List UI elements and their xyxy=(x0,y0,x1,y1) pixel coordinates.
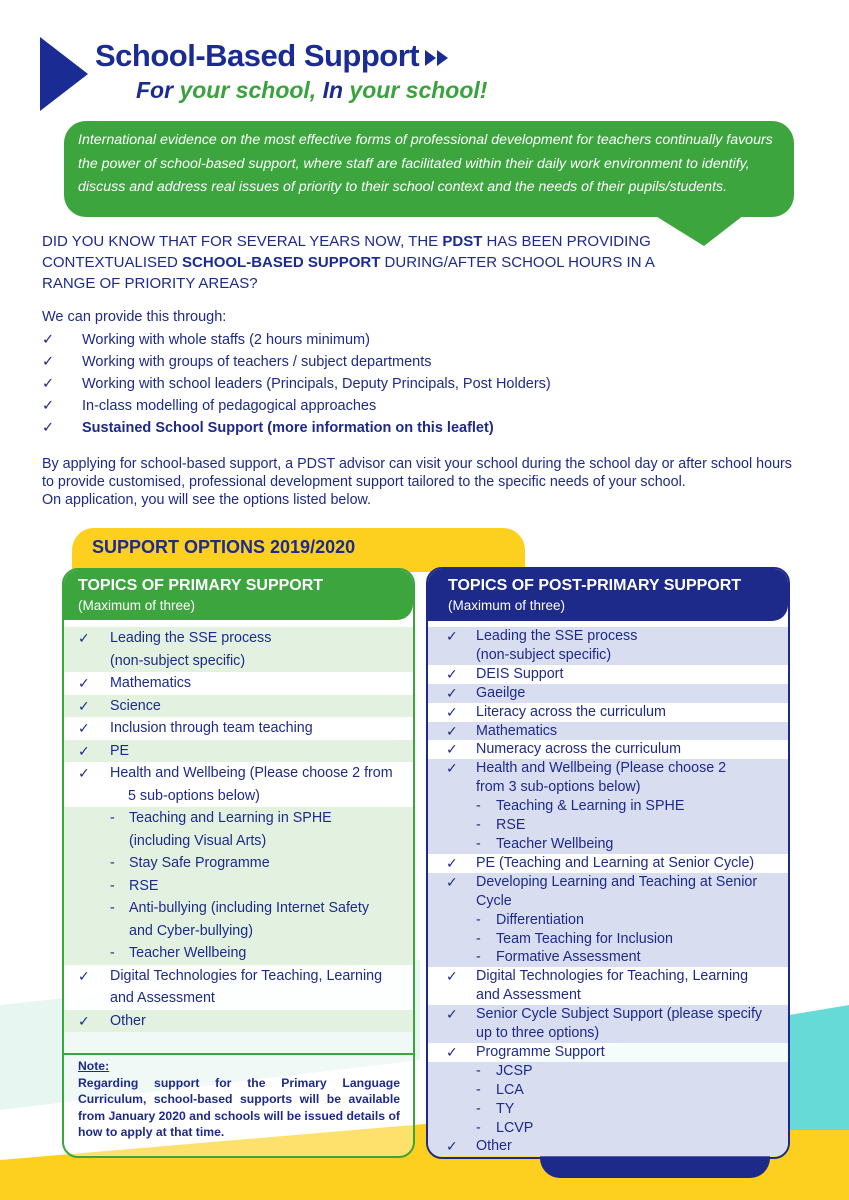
list-item: ✓ DEIS Support xyxy=(428,665,788,684)
list-item: - JCSP xyxy=(428,1062,788,1081)
check-icon: ✓ xyxy=(42,354,55,370)
check-icon: ✓ xyxy=(78,720,90,736)
list-item: - LCA xyxy=(428,1081,788,1100)
list-item: ✓ Inclusion through team teaching xyxy=(64,717,413,740)
list-item: ✓ Working with whole staffs (2 hours minimum) xyxy=(42,329,551,351)
check-icon: ✓ xyxy=(78,675,90,691)
list-item: - Team Teaching for Inclusion xyxy=(428,930,788,949)
check-icon: ✓ xyxy=(78,967,90,984)
check-icon: ✓ xyxy=(446,760,458,777)
list-item: from 3 sub-options below) xyxy=(428,778,788,797)
check-icon: ✓ xyxy=(446,665,458,682)
list-item: - Formative Assessment xyxy=(428,948,788,967)
post-primary-panel-header: TOPICS OF POST-PRIMARY SUPPORT (Maximum of three) xyxy=(428,569,788,621)
post-primary-support-panel xyxy=(426,567,790,1159)
intro-bubble: International evidence on the most effective forms of professional development for teachers continually favours the power of school-based support, where staff are facilitated within their daily work environment to identify, discuss and address real issues of priority to their school context and the needs of their pupils/students. xyxy=(64,121,794,217)
check-icon: ✓ xyxy=(78,1012,90,1029)
page-subtitle: For your school, In your school! xyxy=(136,77,488,103)
check-icon: ✓ xyxy=(42,398,55,414)
check-icon: ✓ xyxy=(78,765,90,781)
list-item: - Stay Safe Programme xyxy=(64,852,413,875)
list-item: ✓ Literacy across the curriculum xyxy=(428,703,788,722)
list-item: (non-subject specific) xyxy=(428,646,788,665)
list-item: ✓ Senior Cycle Subject Support (please specify xyxy=(428,1005,788,1024)
list-item: Cycle xyxy=(428,892,788,911)
check-icon: ✓ xyxy=(42,376,55,392)
list-item: - Teacher Wellbeing xyxy=(428,835,788,854)
list-item: ✓ Other xyxy=(64,1010,413,1033)
list-item: ✓ PE (Teaching and Learning at Senior Cycle) xyxy=(428,854,788,873)
list-item: ✓ Mathematics xyxy=(64,672,413,695)
list-item: - RSE xyxy=(428,816,788,835)
applying-paragraph: By applying for school-based support, a PDST advisor can visit your school during the school day or after school hours to provide customised, professional development support tailored to the specific needs of your school. On application, you will see the options listed below. xyxy=(42,456,792,508)
list-item: - RSE xyxy=(64,875,413,898)
list-item: ✓ Leading the SSE process xyxy=(64,627,413,650)
post-primary-topic-list xyxy=(428,627,788,1156)
check-icon: ✓ xyxy=(446,703,458,720)
list-item: ✓ Programme Support xyxy=(428,1043,788,1062)
list-item: ✓ PE xyxy=(64,740,413,763)
list-item: ✓ Numeracy across the curriculum xyxy=(428,740,788,759)
primary-support-panel xyxy=(62,568,415,1158)
check-icon: ✓ xyxy=(446,722,458,739)
list-item: ✓ Mathematics xyxy=(428,722,788,741)
provide-checklist xyxy=(42,329,551,439)
check-icon: ✓ xyxy=(446,684,458,701)
list-item: ✓ Science xyxy=(64,695,413,718)
list-item: - TY xyxy=(428,1100,788,1119)
check-icon: ✓ xyxy=(446,741,458,758)
list-item: and Cyber-bullying) xyxy=(64,920,413,943)
support-options-title: SUPPORT OPTIONS 2019/2020 xyxy=(92,537,356,557)
check-icon: ✓ xyxy=(78,742,90,759)
check-icon: ✓ xyxy=(42,420,55,436)
list-item: - Teacher Wellbeing xyxy=(64,942,413,965)
list-item: ✓ Other xyxy=(428,1137,788,1156)
check-icon: ✓ xyxy=(446,1043,458,1060)
did-you-know-heading: DID YOU KNOW THAT FOR SEVERAL YEARS NOW, THE PDST HAS BEEN PROVIDING CONTEXTUALISED SCHOOL-BASED SUPPORT DURING/AFTER SCHOOL HOURS IN A RANGE OF PRIORITY AREAS? xyxy=(42,233,655,292)
list-item: 5 sub-options below) xyxy=(64,785,413,808)
list-item: ✓ Developing Learning and Teaching at Senior xyxy=(428,873,788,892)
list-item: - Teaching and Learning in SPHE xyxy=(64,807,413,830)
list-item: - Differentiation xyxy=(428,911,788,930)
check-icon: ✓ xyxy=(446,1138,458,1155)
check-icon: ✓ xyxy=(446,873,458,890)
list-item: ✓ Working with school leaders (Principals, Deputy Principals, Post Holders) xyxy=(42,373,551,395)
note-divider xyxy=(64,1053,413,1055)
provide-label: We can provide this through: xyxy=(42,309,227,325)
list-item: (non-subject specific) xyxy=(64,650,413,673)
check-icon: ✓ xyxy=(42,332,55,348)
primary-panel-header: TOPICS OF PRIMARY SUPPORT (Maximum of three) xyxy=(64,570,413,620)
check-icon: ✓ xyxy=(446,1006,458,1023)
check-icon: ✓ xyxy=(446,968,458,985)
list-item: ✓ Health and Wellbeing (Please choose 2 xyxy=(428,759,788,778)
list-item: ✓ Leading the SSE process xyxy=(428,627,788,646)
list-item: and Assessment xyxy=(64,987,413,1010)
page-title: School-Based Support xyxy=(95,38,451,74)
primary-note: Note: Regarding support for the Primary Language Curriculum, school-based supports will be available from January 2020 and schools will be issued details of how to apply at that time. xyxy=(78,1059,400,1139)
list-item: ✓ Digital Technologies for Teaching, Learning xyxy=(428,967,788,986)
double-arrow-icon xyxy=(425,49,451,67)
list-item: ✓ Sustained School Support (more information on this leaflet) xyxy=(42,417,551,439)
list-item: ✓ In-class modelling of pedagogical approaches xyxy=(42,395,551,417)
list-item: ✓ Working with groups of teachers / subject departments xyxy=(42,351,551,373)
primary-topic-list xyxy=(64,627,413,1032)
list-item: - Teaching & Learning in SPHE xyxy=(428,797,788,816)
list-item: ✓ Health and Wellbeing (Please choose 2 from xyxy=(64,762,413,785)
check-icon: ✓ xyxy=(446,854,458,871)
check-icon: ✓ xyxy=(78,697,90,714)
header-triangle-logo xyxy=(40,37,90,112)
list-item: ✓ Gaeilge xyxy=(428,684,788,703)
list-item: ✓ Digital Technologies for Teaching, Learning xyxy=(64,965,413,988)
list-item: up to three options) xyxy=(428,1024,788,1043)
list-item: - LCVP xyxy=(428,1119,788,1138)
list-item: and Assessment xyxy=(428,986,788,1005)
check-icon: ✓ xyxy=(78,630,90,646)
list-item: (including Visual Arts) xyxy=(64,830,413,853)
check-icon: ✓ xyxy=(446,628,458,644)
list-item: - Anti-bullying (including Internet Safety xyxy=(64,897,413,920)
